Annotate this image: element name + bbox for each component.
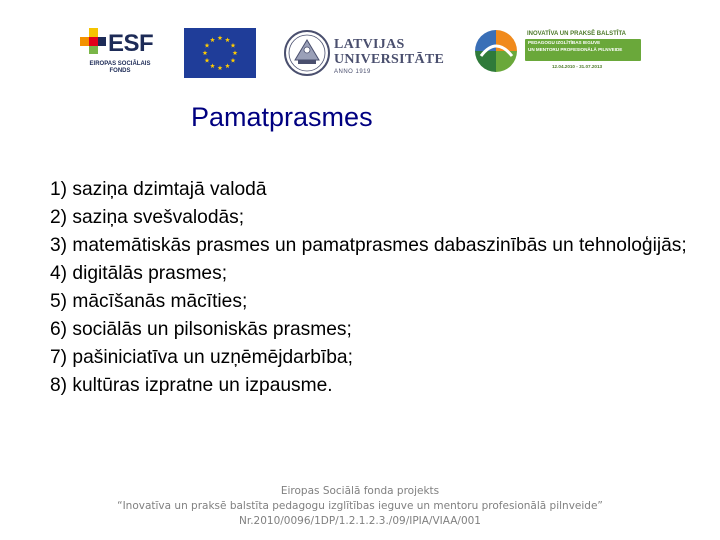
footer-line3: Nr.2010/0096/1DP/1.2.1.2.3./09/IPIA/VIAA/001: [239, 515, 481, 527]
list-item: 8) kultūras izpratne un izpausme.: [50, 375, 333, 396]
university-name-line1: LATVIJAS: [334, 37, 405, 52]
project-headline: INOVATĪVA UN PRAKSĒ BALSTĪTA: [527, 31, 626, 37]
esf-mark-icon: [80, 28, 106, 54]
project-logo: [472, 26, 652, 82]
logo-bar: [0, 22, 720, 84]
list-item: 7) pašiniciatīva un uzņēmējdarbība;: [50, 347, 353, 368]
esf-logo: [80, 28, 160, 84]
list-item: 4) digitālās prasmes;: [50, 263, 228, 284]
esf-name: ESF: [108, 30, 154, 57]
university-emblem-icon: [284, 26, 330, 80]
esf-subtitle: [80, 61, 160, 75]
eu-flag-icon: [184, 28, 256, 78]
project-emblem-icon: [472, 26, 520, 76]
project-band-line1: PEDAGOGU IZGLĪTĪBAS IEGUVE: [528, 40, 601, 45]
skills-list: [50, 176, 718, 400]
list-item: 2) saziņa svešvalodās;: [50, 207, 245, 228]
list-item: 6) sociālās un pilsoniskās prasmes;: [50, 319, 352, 340]
footer-line2: “Inovatīva un praksē balstīta pedagogu izglītības ieguve un mentoru profesionālā pilnveide”: [117, 500, 603, 512]
university-logo: [284, 26, 454, 84]
project-band-line2: UN MENTORU PROFESIONĀLĀ PILNVEIDE: [528, 47, 623, 52]
footer-line1: Eiropas Sociālā fonda projekts: [280, 485, 440, 497]
project-band: [525, 39, 641, 61]
university-name: [334, 37, 444, 67]
university-name-line2: UNIVERSITĀTE: [334, 52, 445, 67]
list-item: 3) matemātiskās prasmes un pamatprasmes dabaszinībās un tehnoloģijās;: [50, 235, 687, 256]
esf-subtitle-line1: EIROPAS SOCIĀLAIS: [89, 61, 151, 67]
university-founded: ANNO 1919: [334, 69, 371, 75]
page-title: Pamatprasmes: [191, 102, 373, 132]
esf-subtitle-line2: FONDS: [109, 68, 131, 74]
list-item: 1) saziņa dzimtajā valodā: [50, 179, 267, 200]
list-item: 5) mācīšanās mācīties;: [50, 291, 248, 312]
footer: [0, 484, 720, 529]
project-dates: 12.04.2010 - 31.07.2013: [552, 64, 603, 69]
